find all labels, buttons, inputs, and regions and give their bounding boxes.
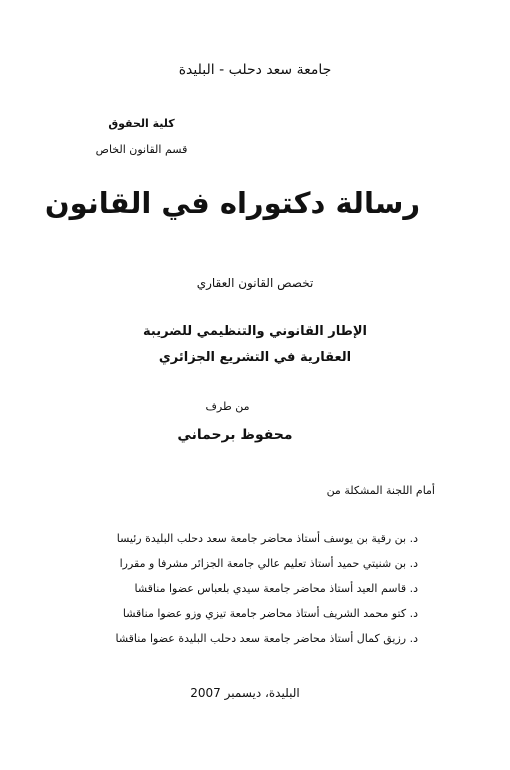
- university-name: جامعة سعد دحلب - البليدة: [178, 62, 332, 78]
- specialization: تخصص القانون العقاري: [196, 276, 314, 290]
- committee-label: أمام اللجنة المشكلة من: [326, 484, 435, 497]
- committee-member-supervisor: د. بن شنيتي حميد أستاذ تعليم عالي جامعة الجزائر مشرفا و مقررا: [119, 557, 418, 570]
- committee-member-examiner-2: د. كتو محمد الشريف أستاذ محاضر جامعة تيزي وزو عضوا مناقشا: [122, 607, 418, 620]
- place-and-date: البليدة، ديسمبر 2007: [190, 686, 300, 700]
- committee-member-examiner-3: د. رزيق كمال أستاذ محاضر جامعة سعد دحلب البليدة عضوا مناقشا: [115, 632, 418, 645]
- author-name: محفوظ برحماني: [177, 427, 293, 443]
- department-name: قسم القانون الخاص: [95, 143, 188, 156]
- committee-member-examiner-1: د. قاسم العيد أستاذ محاضر جامعة سيدي بلعباس عضوا مناقشا: [134, 582, 418, 595]
- document-title: رسالة دكتوراه في القانون: [44, 186, 421, 220]
- by-label: من طرف: [205, 400, 250, 413]
- thesis-title-line-2: العقارية في التشريع الجزائري: [158, 350, 352, 365]
- thesis-title-line-1: الإطار القانوني والتنظيمي للضريبة: [143, 324, 367, 339]
- committee-member-chair: د. بن رقية بن يوسف أستاذ محاضر جامعة سعد دحلب البليدة رئيسا: [116, 532, 418, 545]
- faculty-name: كلية الحقوق: [108, 117, 175, 130]
